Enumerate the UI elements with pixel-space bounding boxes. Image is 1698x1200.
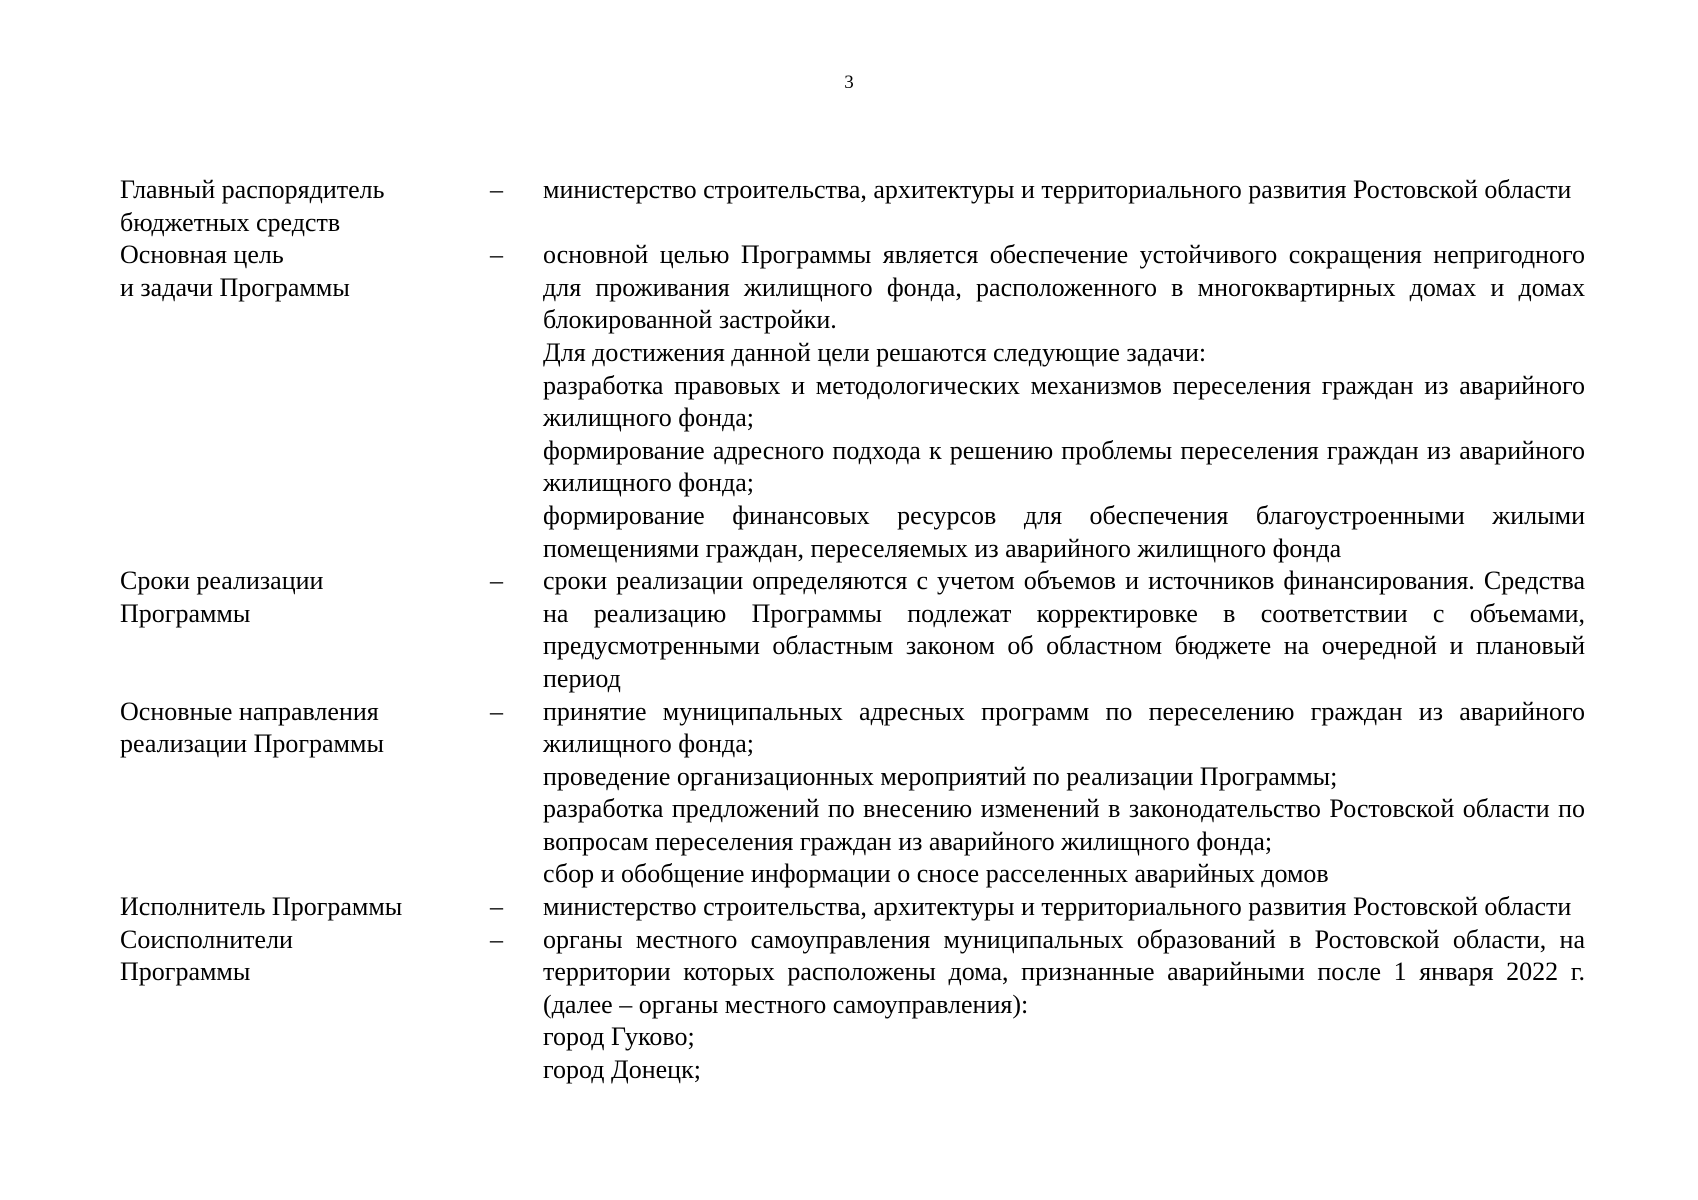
- content-paragraph: органы местного самоуправления муниципальных образований в Ростовской области, на территории которых расположены дома, признанные аварийными после 1 января 2022 г. (далее – органы местного самоуправления):: [543, 924, 1585, 1019]
- passport-row-co-executors: [120, 924, 1585, 1087]
- row-label: [120, 924, 480, 989]
- row-content: [543, 174, 1585, 207]
- row-label-line: Основная цель: [120, 240, 284, 270]
- row-label-line: Программы: [120, 598, 251, 628]
- content-paragraph: сбор и обобщение информации о сносе расселенных аварийных домов: [543, 859, 1329, 889]
- row-label-line: бюджетных средств: [120, 207, 341, 237]
- row-label: [120, 891, 480, 924]
- row-content: [543, 891, 1585, 924]
- passport-row-goal-and-tasks: [120, 239, 1585, 565]
- page-number: 3: [844, 72, 854, 93]
- passport-row-implementation-period: [120, 565, 1585, 695]
- passport-row-executor: [120, 891, 1585, 924]
- row-content: [543, 924, 1585, 1087]
- row-label-line: Исполнитель Программы: [120, 892, 403, 922]
- row-dash: –: [490, 924, 503, 954]
- row-label-line: и задачи Программы: [120, 272, 350, 302]
- content-paragraph: формирование адресного подхода к решению проблемы переселения граждан из аварийного жилищного фонда;: [543, 435, 1585, 498]
- row-label-line: реализации Программы: [120, 729, 384, 759]
- row-label-line: Главный распорядитель: [120, 175, 385, 204]
- content-paragraph: министерство строительства, архитектуры и территориального развития Ростовской области: [543, 175, 1572, 204]
- content-paragraph: город Донецк;: [543, 1055, 701, 1085]
- row-dash: –: [490, 696, 503, 726]
- content-paragraph: принятие муниципальных адресных программ по переселению граждан из аварийного жилищного фонда;: [543, 696, 1585, 759]
- program-passport: [120, 174, 1585, 1087]
- row-dash: –: [490, 892, 503, 922]
- row-dash: –: [490, 240, 503, 270]
- content-paragraph: министерство строительства, архитектуры и территориального развития Ростовской области: [543, 892, 1572, 922]
- passport-row-budget-manager: [120, 174, 1585, 239]
- row-label: [120, 565, 480, 630]
- content-paragraph: разработка правовых и методологических механизмов переселения граждан из аварийного жилищного фонда;: [543, 370, 1585, 433]
- row-label-line: Программы: [120, 957, 251, 987]
- content-paragraph: город Гуково;: [543, 1022, 695, 1052]
- row-label-line: Соисполнители: [120, 924, 293, 954]
- content-paragraph: сроки реализации определяются с учетом объемов и источников финансирования. Средства на реализацию Программы подлежат корректировке в соответствии с объемами, предусмотренными областным законом об областном бюджете на очередной и плановый период: [543, 566, 1585, 693]
- row-label: [120, 174, 480, 239]
- content-paragraph: формирование финансовых ресурсов для обеспечения благоустроенными жилыми помещениями граждан, переселяемых из аварийного жилищного фонда: [543, 500, 1585, 563]
- row-label-line: Основные направления: [120, 696, 379, 726]
- content-paragraph: разработка предложений по внесению изменений в законодательство Ростовской области по вопросам переселения граждан из аварийного жилищного фонда;: [543, 794, 1585, 856]
- passport-row-main-directions: [120, 696, 1585, 892]
- content-paragraph: основной целью Программы является обеспечение устойчивого сокращения непригодного для проживания жилищного фонда, расположенного в многоквартирных домах и домах блокированной застройки.: [543, 240, 1585, 335]
- row-content: [543, 565, 1585, 695]
- row-label-line: Сроки реализации: [120, 566, 324, 596]
- row-dash: –: [490, 566, 503, 596]
- row-content: [543, 696, 1585, 892]
- content-paragraph: проведение организационных мероприятий по реализации Программы;: [543, 761, 1338, 791]
- content-paragraph: Для достижения данной цели решаются следующие задачи:: [543, 337, 1207, 367]
- row-content: [543, 239, 1585, 565]
- row-label: [120, 696, 480, 761]
- row-label: [120, 239, 480, 304]
- row-dash: –: [490, 175, 503, 204]
